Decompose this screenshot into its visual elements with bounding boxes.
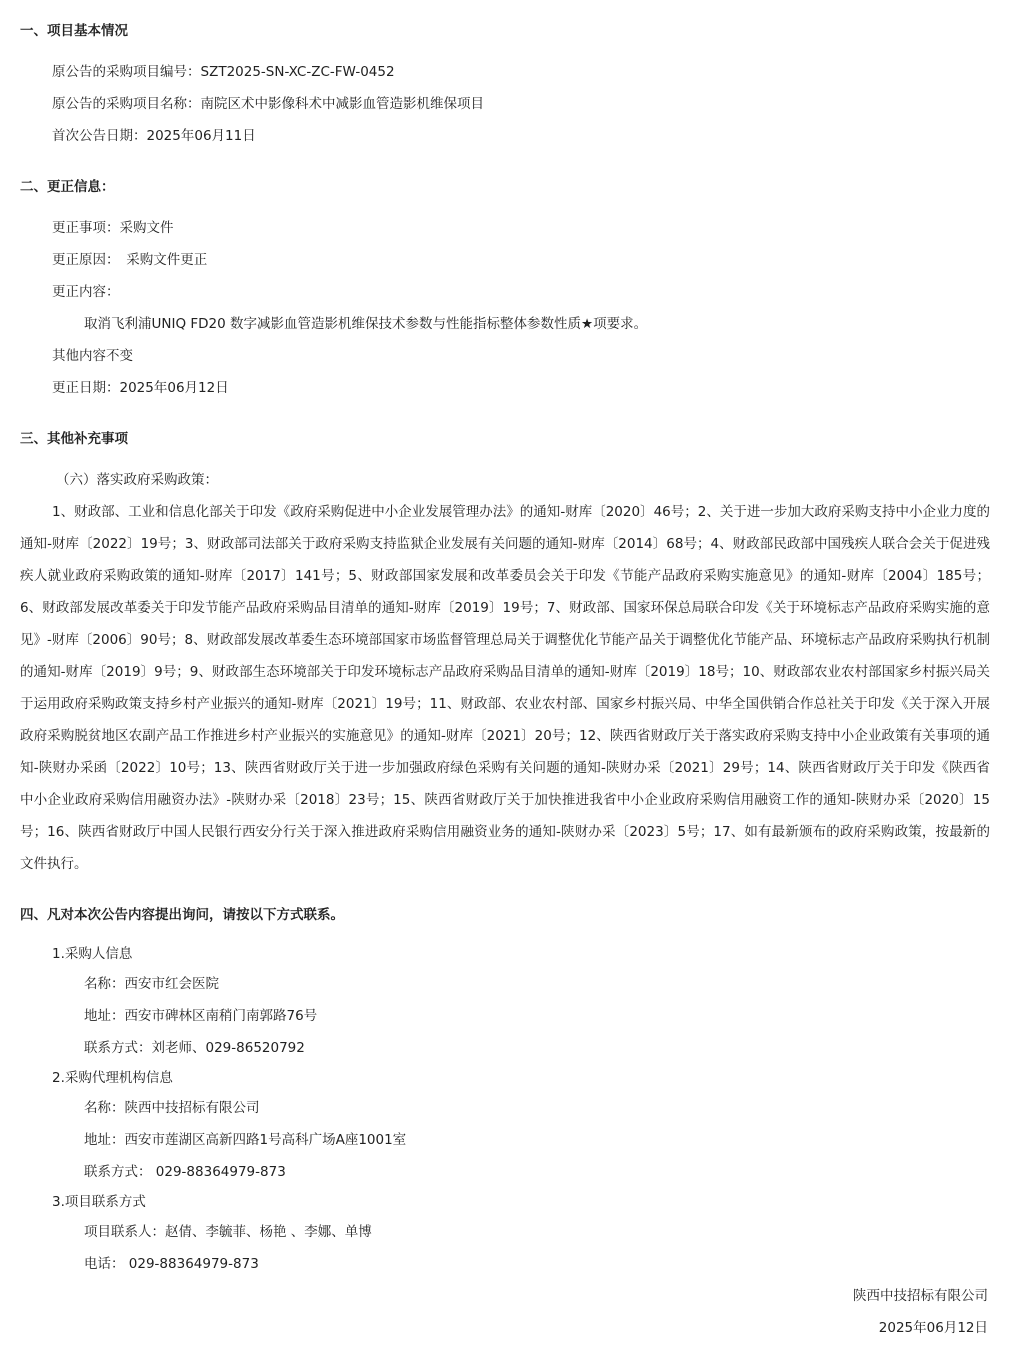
buyer-address: 地址：西安市碑林区南稍门南郭路76号 xyxy=(84,1008,318,1024)
section-2-title: 二、更正信息： xyxy=(20,179,115,195)
correction-content: 取消飞利浦UNIQ FD20 数字减影血管造影机维保技术参数与性能指标整体参数性质★项要求。 xyxy=(84,316,648,332)
signature-company: 陕西中技招标有限公司 xyxy=(853,1288,988,1304)
agent-heading: 2.采购代理机构信息 xyxy=(52,1070,173,1086)
correction-content-label: 更正内容： xyxy=(52,284,120,300)
agent-contact: 联系方式： 029-88364979-873 xyxy=(84,1164,286,1180)
correction-reason: 更正原因： 采购文件更正 xyxy=(52,252,208,268)
correction-item: 更正事项：采购文件 xyxy=(52,220,174,236)
agent-name: 名称：陕西中技招标有限公司 xyxy=(84,1100,260,1116)
project-number: 原公告的采购项目编号：SZT2025-SN-XC-ZC-FW-0452 xyxy=(52,64,395,80)
project-contact-people: 项目联系人：赵倩、李毓菲、杨艳 、李娜、单博 xyxy=(84,1224,372,1240)
project-name: 原公告的采购项目名称：南院区术中影像科术中减影血管造影机维保项目 xyxy=(52,96,484,112)
project-contact-phone: 电话： 029-88364979-873 xyxy=(84,1256,259,1272)
correction-date: 更正日期：2025年06月12日 xyxy=(52,380,229,396)
policy-heading: （六）落实政府采购政策： xyxy=(56,472,218,488)
first-announcement-date: 首次公告日期：2025年06月11日 xyxy=(52,128,256,144)
signature-date: 2025年06月12日 xyxy=(878,1320,988,1336)
agent-address: 地址：西安市莲湖区高新四路1号高科广场A座1001室 xyxy=(84,1132,407,1148)
section-1-title: 一、项目基本情况 xyxy=(20,23,128,39)
other-content-unchanged: 其他内容不变 xyxy=(52,348,133,364)
project-contact-heading: 3.项目联系方式 xyxy=(52,1194,146,1210)
buyer-contact: 联系方式：刘老师、029-86520792 xyxy=(84,1040,305,1056)
buyer-name: 名称：西安市红会医院 xyxy=(84,976,219,992)
section-4-title: 四、凡对本次公告内容提出询问，请按以下方式联系。 xyxy=(20,907,344,923)
policy-text: 1、财政部、工业和信息化部关于印发《政府采购促进中小企业发展管理办法》的通知-财库〔2020〕46号；2、关于进一步加大政府采购支持中小企业力度的通知-财库〔2022〕19号；3、财政部司法部关于政府采购支持监狱企业发展有关问题的通知-财库〔2014〕68号；4、财政部民政部中国残疾人联合会关于促进残疾人就业政府采购政策的通知-财库〔2017〕141号；5、财政部国家发展和改革委员会关于印发《节能产品政府采购实施意见》的通知-财库〔2004〕185号；6、财政部发展改革委关于印发节能产品政府采购品目清单的通知-财库〔2019〕19号；7、财政部、国家环保总局联合印发《关于环境标志产品政府采购实施的意见》-财库〔2006〕90号；8、财政部发展改革委生态环境部国家市场监督管理总局关于调整优化节能产品关于调整优化节能产品、环境标志产品政府采购执行机制的通知-财库〔2019〕9号；9、财政部生态环境部关于印发环境标志产品政府采购品目清单的通知-财库〔2019〕18号；10、财政部农业农村部国家乡村振兴局关于运用政府采购政策支持乡村产业振兴的通知-财库〔2021〕19号；11、财政部、农业农村部、国家乡村振兴局、中华全国供销合作总社关于印发《关于深入开展政府采购脱贫地区农副产品工作推进乡村产业振兴的实施意见》的通知-财库〔2021〕20号；12、陕西省财政厅关于落实政府采购支持中小企业政策有关事项的通知-陕财办采函〔2022〕10号；13、陕西省财政厅关于进一步加强政府绿色采购有关问题的通知-陕财办采〔2021〕29号；14、陕西省财政厅关于印发《陕西省中小企业政府采购信用融资办法》-陕财办采〔2018〕23号；15、陕西省财政厅关于加快推进我省中小企业政府采购信用融资工作的通知-陕财办采〔2020〕15号；16、陕西省财政厅中国人民银行西安分行关于深入推进政府采购信用融资业务的通知-陕财办采〔2023〕5号；17、如有最新颁布的政府采购政策，按最新的文件执行。 xyxy=(20,504,990,872)
section-3-title: 三、其他补充事项 xyxy=(20,431,128,447)
buyer-heading: 1.采购人信息 xyxy=(52,946,133,962)
